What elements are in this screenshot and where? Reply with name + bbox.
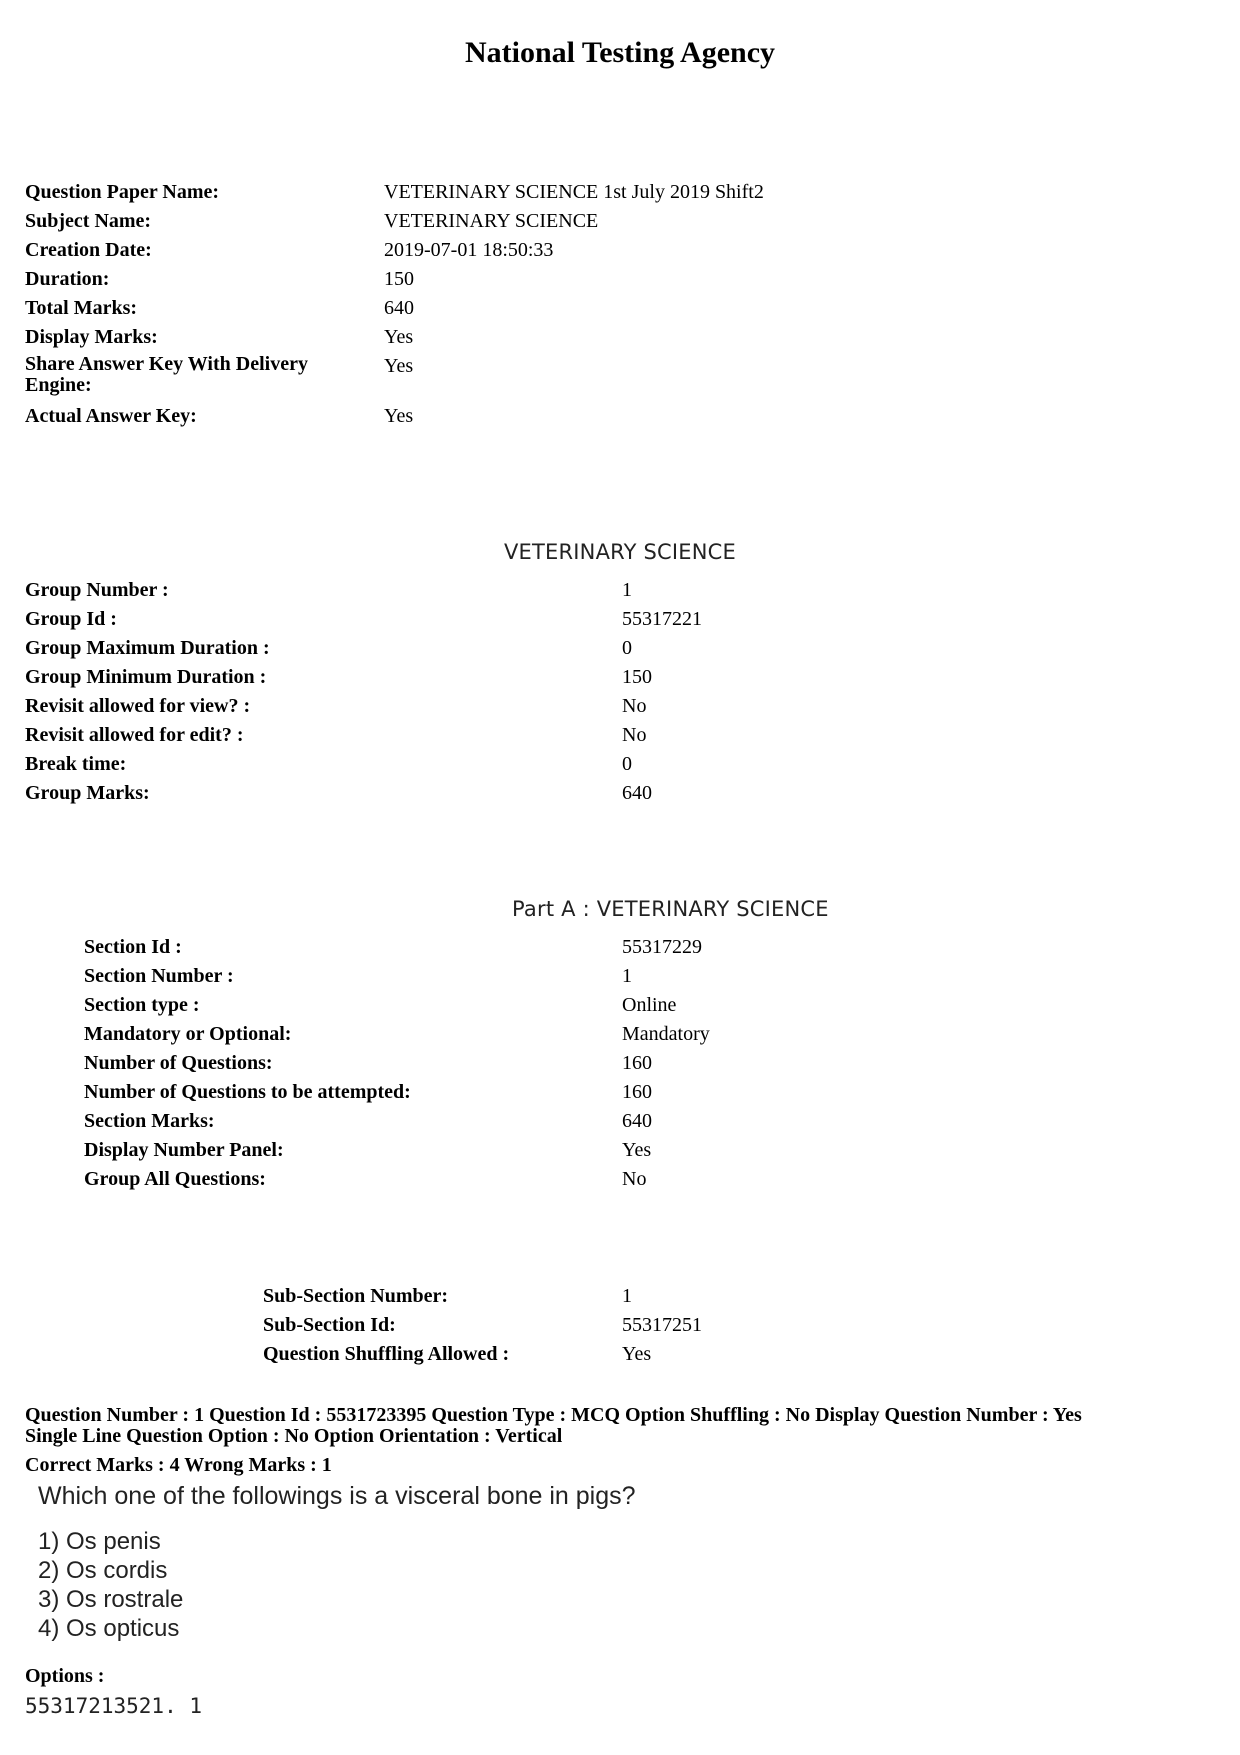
group-heading: VETERINARY SCIENCE <box>503 540 737 564</box>
question-marks-line: Correct Marks : 4 Wrong Marks : 1 <box>25 1454 332 1476</box>
group-marks-value: 640 <box>622 782 652 804</box>
revisit-view-value: No <box>622 695 647 717</box>
break-time-label: Break time: <box>25 753 127 775</box>
group-id-value: 55317221 <box>622 608 702 630</box>
group-max-duration-value: 0 <box>622 637 632 659</box>
section-id-label: Section Id : <box>84 936 182 958</box>
question-meta-line-2: Single Line Question Option : No Option Orientation : Vertical <box>25 1425 563 1447</box>
subsection-id-label: Sub-Section Id: <box>263 1314 396 1336</box>
duration-value: 150 <box>384 268 414 290</box>
paper-name-value: VETERINARY SCIENCE 1st July 2019 Shift2 <box>384 181 764 203</box>
group-marks-label: Group Marks: <box>25 782 150 804</box>
actual-answer-key-label: Actual Answer Key: <box>25 405 197 427</box>
option-1: 1) Os penis <box>38 1528 161 1555</box>
num-attempted-label: Number of Questions to be attempted: <box>84 1081 411 1103</box>
share-answer-key-label: Share Answer Key With Delivery Engine: <box>25 353 308 396</box>
group-min-duration-label: Group Minimum Duration : <box>25 666 267 688</box>
mandatory-label: Mandatory or Optional: <box>84 1023 292 1045</box>
display-number-panel-label: Display Number Panel: <box>84 1139 284 1161</box>
display-number-panel-value: Yes <box>622 1139 652 1161</box>
option-3: 3) Os rostrale <box>38 1586 184 1613</box>
duration-label: Duration: <box>25 268 110 290</box>
group-number-value: 1 <box>622 579 632 601</box>
question-shuffling-label: Question Shuffling Allowed : <box>263 1343 510 1365</box>
revisit-view-label: Revisit allowed for view? : <box>25 695 251 717</box>
subject-name-label: Subject Name: <box>25 210 152 232</box>
page-title: National Testing Agency <box>464 36 776 69</box>
group-min-duration-value: 150 <box>622 666 652 688</box>
section-marks-label: Section Marks: <box>84 1110 215 1132</box>
section-marks-value: 640 <box>622 1110 652 1132</box>
option-4: 4) Os opticus <box>38 1615 180 1642</box>
break-time-value: 0 <box>622 753 632 775</box>
mandatory-value: Mandatory <box>622 1023 710 1045</box>
option-2: 2) Os cordis <box>38 1557 168 1584</box>
revisit-edit-value: No <box>622 724 647 746</box>
section-type-label: Section type : <box>84 994 200 1016</box>
group-all-questions-value: No <box>622 1168 647 1190</box>
question-meta-line-1: Question Number : 1 Question Id : 5531723395 Question Type : MCQ Option Shuffling : No Display Question Number : Yes <box>25 1404 1082 1426</box>
display-marks-label: Display Marks: <box>25 326 158 348</box>
share-answer-key-value: Yes <box>384 355 414 377</box>
group-all-questions-label: Group All Questions: <box>84 1168 266 1190</box>
subsection-id-value: 55317251 <box>622 1314 702 1336</box>
question-text: Which one of the followings is a visceral bone in pigs? <box>38 1482 636 1510</box>
group-id-label: Group Id : <box>25 608 117 630</box>
section-number-label: Section Number : <box>84 965 234 987</box>
option-id-line: 55317213521. 1 <box>25 1694 203 1718</box>
display-marks-value: Yes <box>384 326 414 348</box>
num-questions-label: Number of Questions: <box>84 1052 273 1074</box>
num-attempted-value: 160 <box>622 1081 652 1103</box>
subject-name-value: VETERINARY SCIENCE <box>384 210 599 232</box>
total-marks-value: 640 <box>384 297 414 319</box>
num-questions-value: 160 <box>622 1052 652 1074</box>
section-type-value: Online <box>622 994 677 1016</box>
section-id-value: 55317229 <box>622 936 702 958</box>
subsection-number-value: 1 <box>622 1285 632 1307</box>
paper-name-label: Question Paper Name: <box>25 181 220 203</box>
group-number-label: Group Number : <box>25 579 169 601</box>
creation-date-value: 2019-07-01 18:50:33 <box>384 239 554 261</box>
section-heading: Part A : VETERINARY SCIENCE <box>512 897 829 921</box>
creation-date-label: Creation Date: <box>25 239 152 261</box>
subsection-number-label: Sub-Section Number: <box>263 1285 449 1307</box>
question-shuffling-value: Yes <box>622 1343 652 1365</box>
section-number-value: 1 <box>622 965 632 987</box>
total-marks-label: Total Marks: <box>25 297 138 319</box>
revisit-edit-label: Revisit allowed for edit? : <box>25 724 244 746</box>
options-label: Options : <box>25 1665 105 1687</box>
actual-answer-key-value: Yes <box>384 405 414 427</box>
group-max-duration-label: Group Maximum Duration : <box>25 637 270 659</box>
